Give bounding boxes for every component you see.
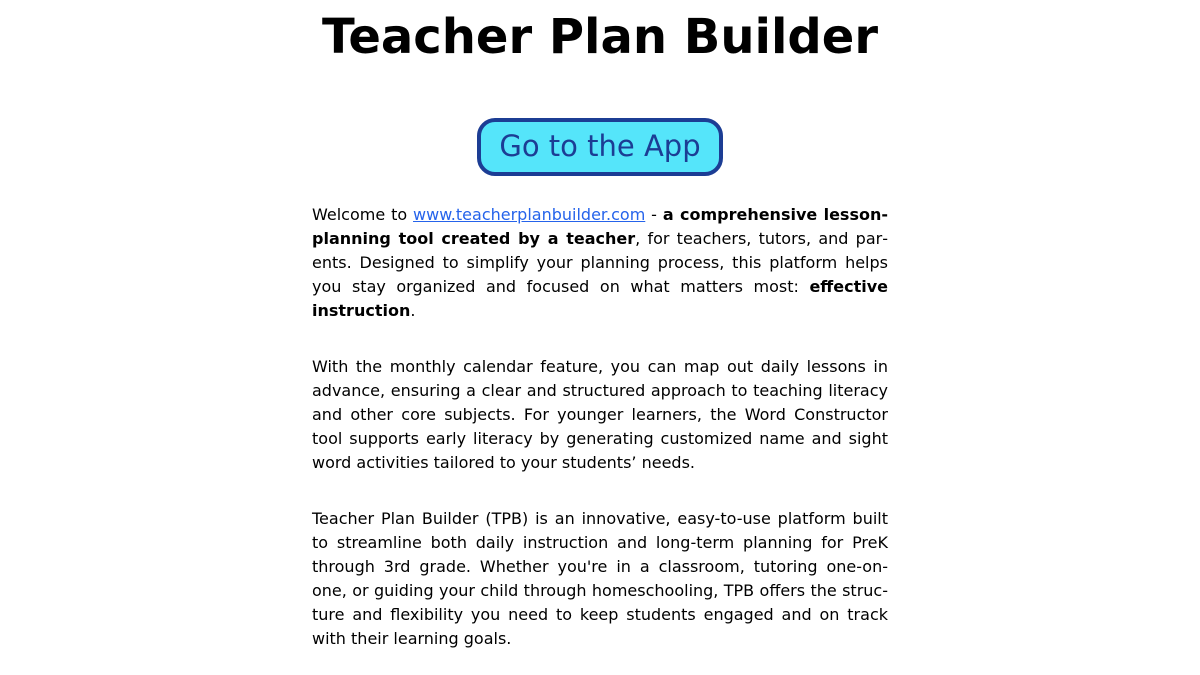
text-segment: Teacher Plan Builder (TPB) is an innovative, easy-to-use platform built to streamline both daily instruction and long-term planning for PreK through 3rd grade. Whether you're in a classroom, tutoring one-on-one, or guiding your child through homeschooling, TPB offers the structure and flexibility you need to keep students engaged and on track with their learning goals. xyxy=(312,508,888,648)
text-segment: With the monthly calendar feature, you can map out daily lessons in advance, ensuring a clear and structured approach to teaching literacy and other core subjects. For younger learners, the Word Constructor tool supports early literacy by generating customized name and sight word activities tailored to your students’ needs. xyxy=(312,356,888,472)
paragraph xyxy=(312,355,888,475)
paragraph xyxy=(312,203,888,323)
paragraph xyxy=(312,507,888,651)
text-segment: , for teachers, tutors, and parents. Designed to simplify your planning process, this platform helps you stay organized and focused on what matters most: xyxy=(312,228,888,296)
site-link[interactable]: www.teacherplanbuilder.com xyxy=(413,204,646,224)
go-to-app-button[interactable]: Go to the App xyxy=(477,118,722,175)
bold-text: effective instruction xyxy=(312,276,888,320)
intro-text xyxy=(312,203,888,651)
text-segment: Welcome to xyxy=(312,204,414,224)
bold-text: a comprehensive lesson-planning tool created by a teacher xyxy=(312,204,889,248)
page-title: Teacher Plan Builder xyxy=(321,9,879,65)
text-segment: - xyxy=(645,204,663,224)
cta-row xyxy=(0,118,1200,175)
text-segment: . xyxy=(410,300,416,320)
